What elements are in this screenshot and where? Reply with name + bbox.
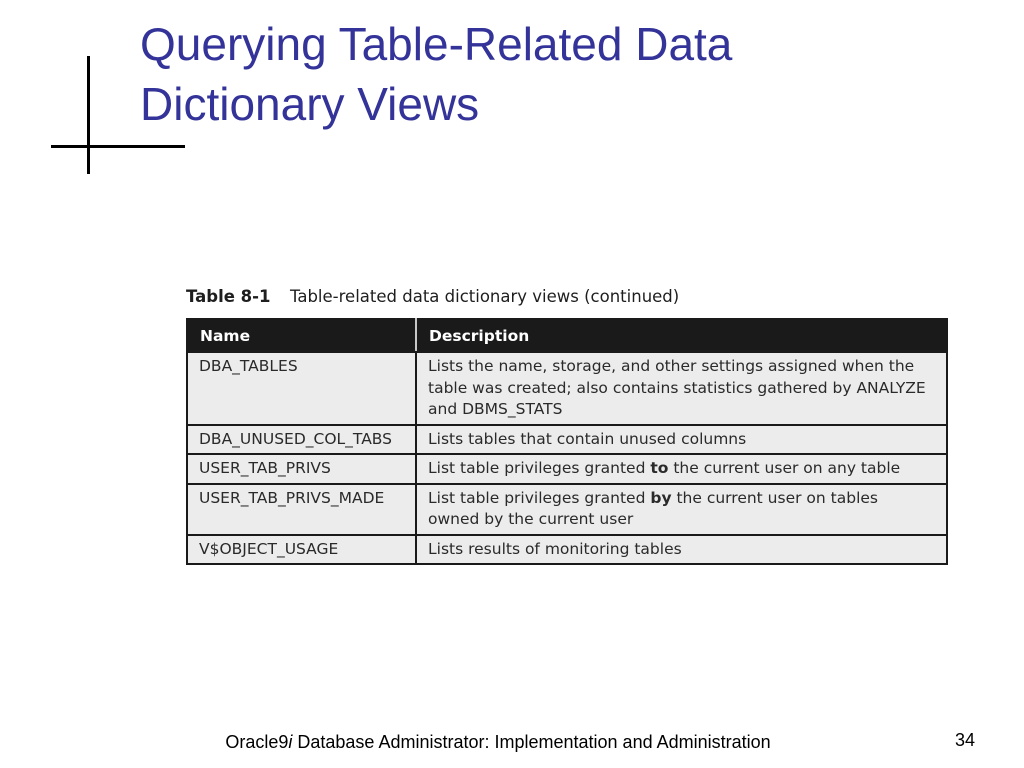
- view-name-cell: DBA_UNUSED_COL_TABS: [187, 425, 416, 455]
- view-description-cell: [416, 352, 947, 425]
- table-caption: [186, 287, 679, 306]
- footer-text-prefix: Oracle9: [225, 732, 289, 752]
- slide-title-line1: Querying Table-Related Data: [140, 18, 733, 70]
- description-emphasis: to: [650, 459, 669, 477]
- crosshair-horizontal-line: [51, 145, 185, 148]
- crosshair-vertical-line: [87, 56, 90, 174]
- description-text: Lists tables that contain unused columns: [428, 429, 747, 448]
- view-description-cell: [416, 425, 947, 455]
- views-table: [186, 318, 948, 565]
- footer-text-suffix: Database Administrator: Implementation and Administration: [292, 732, 771, 752]
- view-name-cell: V$OBJECT_USAGE: [187, 535, 416, 565]
- page-number: 34: [955, 730, 976, 750]
- table-row: [187, 425, 947, 455]
- table-caption-text: Table-related data dictionary views (continued): [290, 287, 680, 306]
- table-row: [187, 484, 947, 535]
- view-description-cell: [416, 535, 947, 565]
- description-text: List table privileges granted: [428, 488, 651, 507]
- description-text: List table privileges granted: [428, 459, 651, 477]
- description-text: Lists the name, storage, and other settings assigned when the table was created; also contains statistics gathered by ANALYZE and DBMS_STATS: [428, 357, 926, 418]
- view-name-cell: DBA_TABLES: [187, 352, 416, 425]
- table-row: [187, 352, 947, 425]
- column-header-name: Name: [187, 319, 416, 352]
- table-header-row: [187, 319, 947, 352]
- table-row: [187, 535, 947, 565]
- table-caption-number: Table 8-1: [186, 287, 271, 306]
- view-name-cell: USER_TAB_PRIVS_MADE: [187, 484, 416, 535]
- slide-footer: [198, 732, 798, 753]
- view-description-cell: [416, 454, 947, 484]
- description-text-rest: the current user on any table: [668, 459, 901, 477]
- column-header-description: Description: [416, 319, 947, 352]
- table-row: [187, 454, 947, 484]
- footer-text-italic: i: [288, 732, 293, 752]
- slide-title: [140, 14, 1000, 134]
- description-text-rest: the current user on tables owned by the current user: [428, 488, 878, 528]
- description-emphasis: by: [650, 488, 672, 507]
- view-name-cell: USER_TAB_PRIVS: [187, 454, 416, 484]
- slide-title-line2: Dictionary Views: [140, 78, 480, 130]
- description-text: Lists results of monitoring tables: [428, 539, 682, 558]
- view-description-cell: [416, 484, 947, 535]
